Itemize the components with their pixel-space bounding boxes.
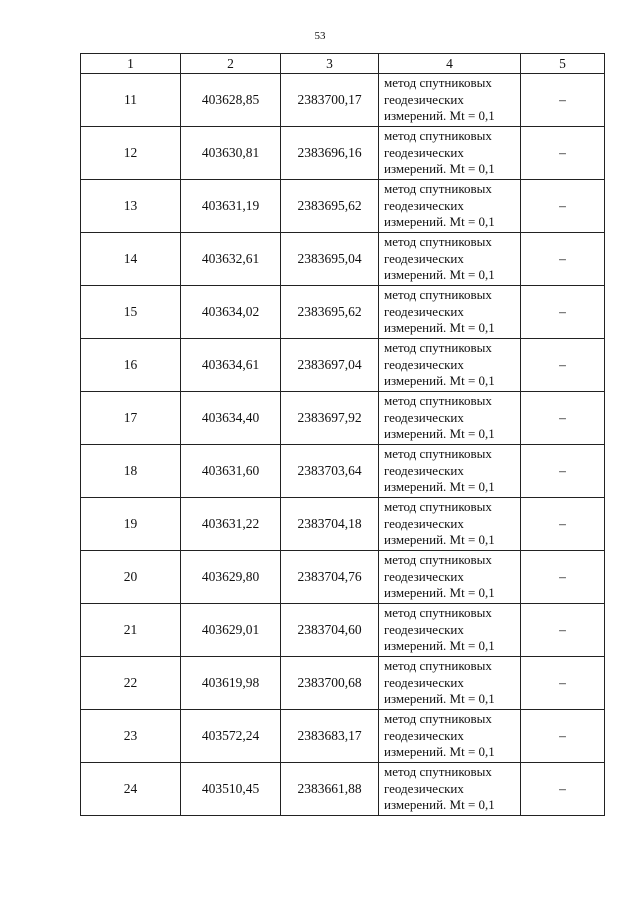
method-cell — [379, 498, 521, 551]
method-line: измерений. Mt = 0,1 — [384, 585, 495, 601]
method-line: метод спутниковых — [384, 605, 492, 621]
column-header-2: 2 — [181, 54, 281, 74]
y-coordinate-cell: 2383704,18 — [281, 498, 379, 551]
method-line: измерений. Mt = 0,1 — [384, 797, 495, 813]
y-coordinate-cell: 2383700,68 — [281, 657, 379, 710]
x-coordinate-cell: 403619,98 — [181, 657, 281, 710]
method-line: измерений. Mt = 0,1 — [384, 532, 495, 548]
y-coordinate-cell: 2383697,04 — [281, 339, 379, 392]
note-cell: – — [521, 657, 605, 710]
method-line: геодезических — [384, 197, 464, 213]
method-line: метод спутниковых — [384, 658, 492, 674]
point-number-cell: 14 — [81, 233, 181, 286]
note-cell: – — [521, 339, 605, 392]
y-coordinate-cell: 2383683,17 — [281, 710, 379, 763]
method-line: измерений. Mt = 0,1 — [384, 267, 495, 283]
page-number: 53 — [314, 30, 326, 42]
method-cell — [379, 74, 521, 127]
y-coordinate-cell: 2383695,62 — [281, 180, 379, 233]
note-cell: – — [521, 498, 605, 551]
method-line: измерений. Mt = 0,1 — [384, 108, 495, 124]
method-line: метод спутниковых — [384, 128, 492, 144]
x-coordinate-cell: 403631,19 — [181, 180, 281, 233]
table-row — [81, 180, 605, 233]
method-cell — [379, 233, 521, 286]
point-number-cell: 24 — [81, 763, 181, 816]
y-coordinate-cell: 2383661,88 — [281, 763, 379, 816]
x-coordinate-cell: 403572,24 — [181, 710, 281, 763]
note-cell: – — [521, 286, 605, 339]
method-line: метод спутниковых — [384, 446, 492, 462]
table-row — [81, 127, 605, 180]
method-line: измерений. Mt = 0,1 — [384, 373, 495, 389]
method-line: измерений. Mt = 0,1 — [384, 214, 495, 230]
method-cell — [379, 445, 521, 498]
table-body — [81, 74, 605, 816]
method-line: измерений. Mt = 0,1 — [384, 691, 495, 707]
note-cell: – — [521, 127, 605, 180]
method-cell — [379, 339, 521, 392]
method-cell — [379, 127, 521, 180]
point-number-cell: 19 — [81, 498, 181, 551]
point-number-cell: 22 — [81, 657, 181, 710]
table-row — [81, 657, 605, 710]
method-line: измерений. Mt = 0,1 — [384, 161, 495, 177]
method-line: геодезических — [384, 91, 464, 107]
y-coordinate-cell: 2383704,76 — [281, 551, 379, 604]
method-line: геодезических — [384, 409, 464, 425]
x-coordinate-cell: 403634,40 — [181, 392, 281, 445]
method-line: измерений. Mt = 0,1 — [384, 638, 495, 654]
table-row — [81, 233, 605, 286]
x-coordinate-cell: 403628,85 — [181, 74, 281, 127]
table-row — [81, 710, 605, 763]
table-row — [81, 604, 605, 657]
y-coordinate-cell: 2383703,64 — [281, 445, 379, 498]
method-line: геодезических — [384, 621, 464, 637]
method-line: геодезических — [384, 303, 464, 319]
method-line: измерений. Mt = 0,1 — [384, 320, 495, 336]
x-coordinate-cell: 403629,80 — [181, 551, 281, 604]
note-cell: – — [521, 763, 605, 816]
table-row — [81, 551, 605, 604]
note-cell: – — [521, 233, 605, 286]
y-coordinate-cell: 2383695,62 — [281, 286, 379, 339]
table-row — [81, 392, 605, 445]
method-line: метод спутниковых — [384, 552, 492, 568]
point-number-cell: 13 — [81, 180, 181, 233]
coordinates-table — [80, 53, 605, 816]
point-number-cell: 15 — [81, 286, 181, 339]
x-coordinate-cell: 403634,02 — [181, 286, 281, 339]
method-line: геодезических — [384, 515, 464, 531]
method-line: метод спутниковых — [384, 764, 492, 780]
method-line: измерений. Mt = 0,1 — [384, 744, 495, 760]
column-header-4: 4 — [379, 54, 521, 74]
method-line: геодезических — [384, 780, 464, 796]
method-cell — [379, 710, 521, 763]
column-header-3: 3 — [281, 54, 379, 74]
y-coordinate-cell: 2383696,16 — [281, 127, 379, 180]
y-coordinate-cell: 2383704,60 — [281, 604, 379, 657]
method-line: геодезических — [384, 144, 464, 160]
y-coordinate-cell: 2383695,04 — [281, 233, 379, 286]
method-line: геодезических — [384, 462, 464, 478]
method-cell — [379, 763, 521, 816]
point-number-cell: 16 — [81, 339, 181, 392]
note-cell: – — [521, 180, 605, 233]
note-cell: – — [521, 445, 605, 498]
method-cell — [379, 657, 521, 710]
y-coordinate-cell: 2383697,92 — [281, 392, 379, 445]
x-coordinate-cell: 403630,81 — [181, 127, 281, 180]
method-cell — [379, 604, 521, 657]
point-number-cell: 12 — [81, 127, 181, 180]
column-header-5: 5 — [521, 54, 605, 74]
column-header-1: 1 — [81, 54, 181, 74]
point-number-cell: 11 — [81, 74, 181, 127]
method-line: геодезических — [384, 674, 464, 690]
method-line: метод спутниковых — [384, 234, 492, 250]
table-row — [81, 74, 605, 127]
table-row — [81, 286, 605, 339]
x-coordinate-cell: 403510,45 — [181, 763, 281, 816]
method-line: метод спутниковых — [384, 711, 492, 727]
method-line: метод спутниковых — [384, 340, 492, 356]
table-row — [81, 445, 605, 498]
method-line: измерений. Mt = 0,1 — [384, 479, 495, 495]
method-line: геодезических — [384, 727, 464, 743]
note-cell: – — [521, 74, 605, 127]
x-coordinate-cell: 403629,01 — [181, 604, 281, 657]
method-line: метод спутниковых — [384, 287, 492, 303]
point-number-cell: 20 — [81, 551, 181, 604]
point-number-cell: 17 — [81, 392, 181, 445]
note-cell: – — [521, 710, 605, 763]
x-coordinate-cell: 403634,61 — [181, 339, 281, 392]
note-cell: – — [521, 392, 605, 445]
table-row — [81, 498, 605, 551]
method-cell — [379, 286, 521, 339]
point-number-cell: 18 — [81, 445, 181, 498]
point-number-cell: 21 — [81, 604, 181, 657]
method-line: метод спутниковых — [384, 499, 492, 515]
table-row — [81, 339, 605, 392]
note-cell: – — [521, 551, 605, 604]
method-line: метод спутниковых — [384, 181, 492, 197]
method-line: измерений. Mt = 0,1 — [384, 426, 495, 442]
table-row — [81, 763, 605, 816]
method-line: метод спутниковых — [384, 393, 492, 409]
method-cell — [379, 180, 521, 233]
point-number-cell: 23 — [81, 710, 181, 763]
method-line: геодезических — [384, 250, 464, 266]
method-cell — [379, 551, 521, 604]
y-coordinate-cell: 2383700,17 — [281, 74, 379, 127]
table-header-row — [81, 54, 605, 74]
method-line: метод спутниковых — [384, 75, 492, 91]
method-line: геодезических — [384, 356, 464, 372]
note-cell: – — [521, 604, 605, 657]
x-coordinate-cell: 403631,60 — [181, 445, 281, 498]
x-coordinate-cell: 403631,22 — [181, 498, 281, 551]
x-coordinate-cell: 403632,61 — [181, 233, 281, 286]
method-line: геодезических — [384, 568, 464, 584]
method-cell — [379, 392, 521, 445]
